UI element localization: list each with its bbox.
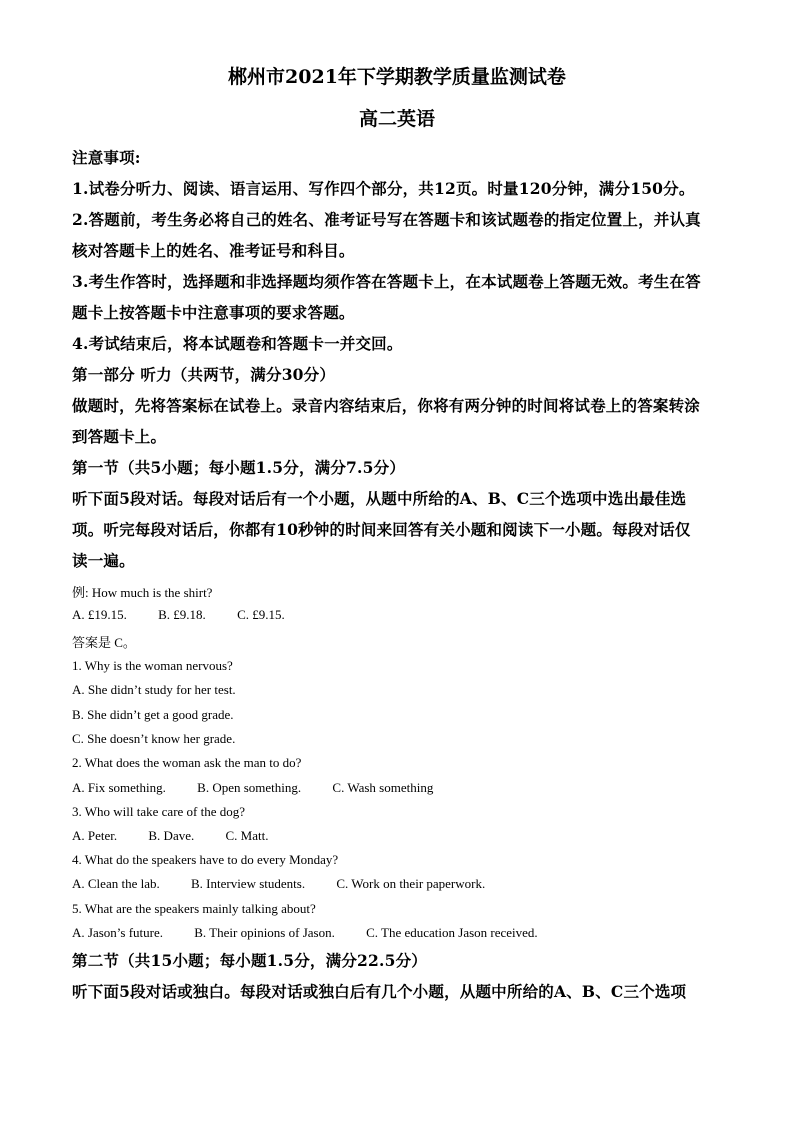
section2-intro-line-1: 听下面5段对话或独白。每段对话或独白后有几个小题，从题中所给的A、B、C三个选项 — [72, 982, 687, 1001]
part1-intro-line-1: 做题时，先将答案标在试卷上。录音内容结束后，你将有两分钟的时间将试卷上的答案转涂 — [72, 396, 701, 415]
notice-item-3-line-2: 题卡上按答题卡中注意事项的要求答题。 — [72, 303, 355, 322]
question-3-option-a: A. Peter. — [72, 828, 118, 843]
part1-heading: 第一部分 听力（共两节，满分30分） — [72, 365, 336, 384]
question-4-options — [72, 876, 722, 892]
question-1-option-c: C. She doesn’t know her grade. — [72, 731, 236, 746]
example-option-a: A. £19.15. — [72, 607, 127, 622]
question-2: 2. What does the woman ask the man to do? — [72, 755, 302, 770]
question-5: 5. What are the speakers mainly talking about? — [72, 901, 316, 916]
question-3-options — [72, 828, 722, 844]
question-3-option-c: C. Matt. — [225, 828, 269, 843]
question-5-option-b: B. Their opinions of Jason. — [194, 925, 335, 940]
question-5-option-c: C. The education Jason received. — [366, 925, 538, 940]
question-4-option-c: C. Work on their paperwork. — [336, 876, 486, 891]
question-3: 3. Who will take care of the dog? — [72, 804, 246, 819]
question-4-option-a: A. Clean the lab. — [72, 876, 160, 891]
question-2-option-c: C. Wash something — [332, 780, 434, 795]
question-2-options — [72, 780, 722, 796]
question-4-option-b: B. Interview students. — [190, 876, 306, 891]
question-5-options — [72, 925, 722, 941]
question-4: 4. What do the speakers have to do every Monday? — [72, 852, 339, 867]
exam-subject: 高二英语 — [358, 108, 435, 130]
question-3-option-b: B. Dave. — [148, 828, 195, 843]
notice-item-4: 4.考试结束后，将本试题卷和答题卡一并交回。 — [72, 334, 403, 353]
section1-heading: 第一节（共5小题；每小题1.5分，满分7.5分） — [72, 458, 406, 477]
section1-intro-line-2: 项。听完每段对话后，你都有10秒钟的时间来回答有关小题和阅读下一小题。每段对话仅 — [72, 520, 691, 539]
notice-heading: 注意事项: — [72, 148, 141, 167]
question-5-option-a: A. Jason’s future. — [72, 925, 163, 940]
question-2-option-b: B. Open something. — [197, 780, 302, 795]
question-2-option-a: A. Fix something. — [72, 780, 166, 795]
notice-item-2-line-1: 2.答题前，考生务必将自己的姓名、准考证号写在答题卡和该试题卷的指定位置上，并认真 — [72, 210, 701, 229]
notice-item-2-line-2: 核对答题卡上的姓名、准考证号和科目。 — [72, 241, 355, 260]
example-options — [72, 607, 722, 623]
section2-heading: 第二节（共15小题；每小题1.5分，满分22.5分） — [72, 951, 427, 970]
example-answer: 答案是 C。 — [72, 635, 136, 650]
notice-item-1: 1.试卷分听力、阅读、语言运用、写作四个部分，共12页。时量120分钟，满分150分。 — [72, 179, 695, 198]
section1-intro-line-1: 听下面5段对话。每段对话后有一个小题，从题中所给的A、B、C三个选项中选出最佳选 — [72, 489, 687, 508]
part1-intro-line-2: 到答题卡上。 — [72, 427, 167, 446]
question-1-option-b: B. She didn’t get a good grade. — [72, 707, 234, 722]
section1-intro-line-3: 读一遍。 — [72, 551, 135, 570]
example-option-b: B. £9.18. — [158, 607, 206, 622]
question-1-option-a: A. She didn’t study for her test. — [72, 682, 236, 697]
notice-item-3-line-1: 3.考生作答时，选择题和非选择题均须作答在答题卡上，在本试题卷上答题无效。考生在答 — [72, 272, 701, 291]
example-option-c: C. £9.15. — [237, 607, 285, 622]
exam-title: 郴州市2021年下学期教学质量监测试卷 — [228, 66, 566, 88]
example-question: 例: How much is the shirt? — [72, 585, 213, 600]
question-1: 1. Why is the woman nervous? — [72, 658, 233, 673]
